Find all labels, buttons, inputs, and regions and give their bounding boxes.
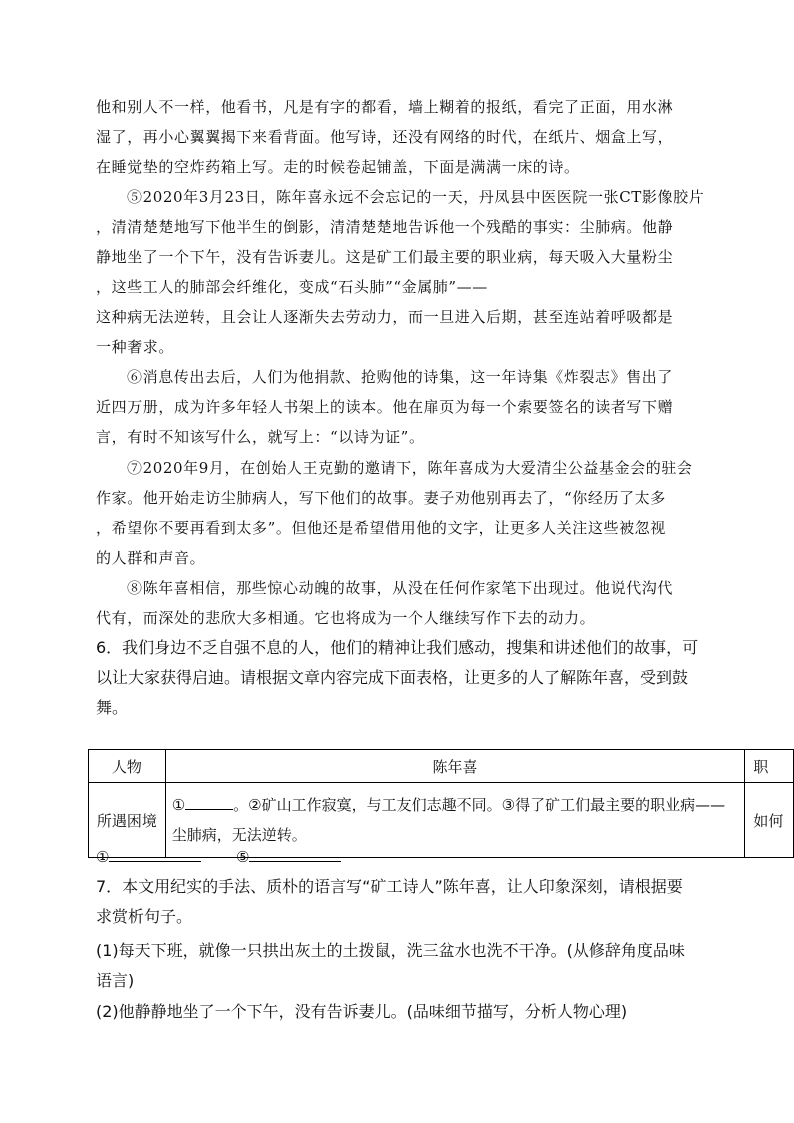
article-line: ，希望你不要再看到太多”。但他还是希望借用他的文字，让更多人关注这些被忽视 — [96, 519, 666, 537]
article-line: 近四万册，成为许多年轻人书架上的读本。他在扉页为每一个索要签名的读者写下赠 — [96, 398, 674, 416]
answer-blank-5[interactable] — [249, 846, 341, 862]
article-line: 湿了，再小心翼翼揭下来看背面。他写诗，还没有网络的时代，在纸片、烟盒上写， — [96, 128, 674, 146]
paragraph-7-line: ⑦2020年9月，在创始人王克勤的邀请下，陈年喜成为大爱清尘公益基金会的驻会 — [127, 459, 693, 477]
article-line: 作家。他开始走访尘肺病人，写下他们的故事。妻子劝他别再去了，“你经历了太多 — [96, 489, 666, 507]
article-line: 言，有时不知该写什么，就写上：“以诗为证”。 — [96, 428, 425, 446]
article-line: 在睡觉垫的空炸药箱上写。走的时候卷起铺盖，下面是满满一床的诗。 — [96, 158, 580, 176]
article-line: 他和别人不一样，他看书，凡是有字的都看，墙上糊着的报纸，看完了正面，用水淋 — [96, 98, 674, 116]
question-7-line: 求赏析句子。 — [96, 907, 193, 926]
difficulties-text: 。②矿山工作寂寞，与工友们志趣不同。③得了矿工们最主要的职业病——尘肺病，无法逆转。 — [171, 796, 726, 844]
answer-1 — [96, 846, 201, 867]
header-partial: 职 — [745, 750, 794, 783]
question-7-item-1-cont: 语言) — [96, 971, 135, 990]
table-header-row — [89, 750, 794, 783]
article-line: 一种奢求。 — [96, 338, 175, 356]
question-6-line: 6．我们身边不乏自强不息的人，他们的精神让我们感动，搜集和讲述他们的故事，可 — [96, 638, 699, 657]
article-line: 静地坐了一个下午，没有告诉妻儿。这是矿工们最主要的职业病，每天吸入大量粉尘 — [96, 248, 674, 266]
article-line: 的人群和声音。 — [96, 549, 206, 567]
question-6-line: 以让大家获得启迪。请根据文章内容完成下面表格，让更多的人了解陈年喜，受到鼓 — [96, 668, 689, 687]
question-7-item-2: (2)他静静地坐了一个下午，没有告诉妻儿。(品味细节描写，分析人物心理) — [96, 1002, 628, 1021]
fill-blank-1[interactable] — [185, 795, 233, 810]
paragraph-8-line: ⑧陈年喜相信，那些惊心动魄的故事，从没在任何作家笔下出现过。他说代沟代 — [127, 579, 674, 597]
paragraph-6-line: ⑥消息传出去后，人们为他捐款、抢购他的诗集，这一年诗集《炸裂志》售出了 — [127, 368, 674, 386]
answer-label-1: ① — [96, 848, 110, 866]
answer-label-5: ⑤ — [236, 848, 250, 866]
article-line: 代有，而深处的悲欣大多相通。它也将成为一个人继续写作下去的动力。 — [96, 609, 596, 627]
answer-5 — [236, 846, 341, 867]
answer-table — [88, 749, 794, 858]
blank-marker: ① — [171, 796, 186, 814]
row-right-partial: 如何 — [745, 783, 794, 858]
question-7-line: 7．本文用纪实的手法、质朴的语言写“矿工诗人”陈年喜，让人印象深刻，请根据要 — [96, 877, 683, 896]
header-person: 人物 — [89, 750, 166, 783]
article-line: ，这些工人的肺部会纤维化，变成“石头肺”“金属肺”—— — [96, 278, 488, 296]
answer-blank-1[interactable] — [109, 846, 201, 862]
row-label-difficulties: 所遇困境 — [89, 783, 166, 858]
header-chen-nianxi: 陈年喜 — [165, 750, 745, 783]
question-6-line: 舞。 — [96, 698, 129, 717]
question-7-item-1: (1)每天下班，就像一只拱出灰土的土拨鼠，洗三盆水也洗不干净。(从修辞角度品味 — [96, 941, 685, 960]
article-line: 这种病无法逆转，且会让人逐渐失去劳动力，而一旦进入后期，甚至连站着呼吸都是 — [96, 308, 674, 326]
article-line: ，清清楚楚地写下他半生的倒影，清清楚楚地告诉他一个残酷的事实：尘肺病。他静 — [96, 218, 674, 236]
paragraph-5-line: ⑤2020年3月23日，陈年喜永远不会忘记的一天，丹凤县中医医院一张CT影像胶片 — [127, 188, 705, 206]
